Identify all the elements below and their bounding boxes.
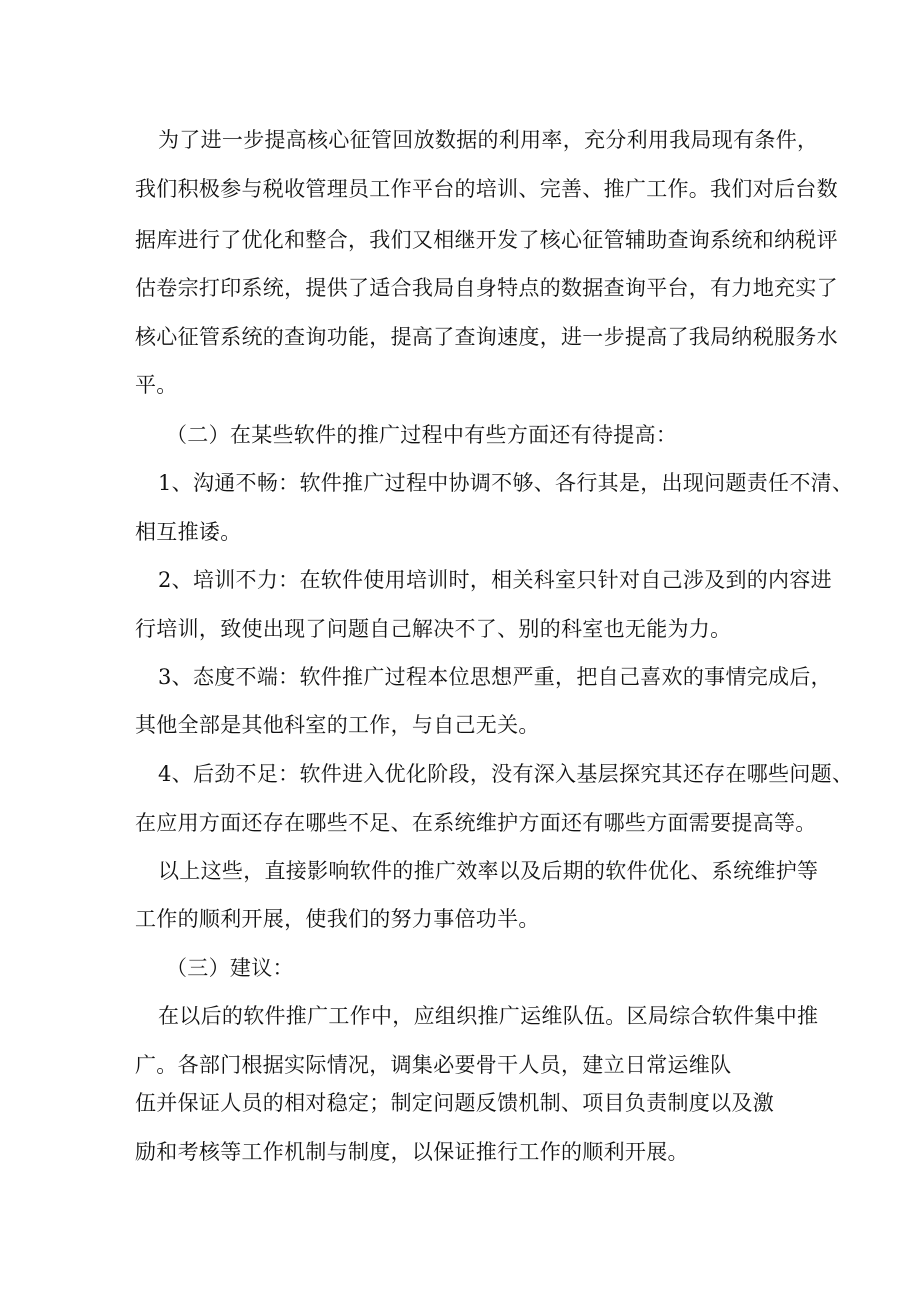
item-4-line-1: 4、后劲不足：软件进入优化阶段，没有深入基层探究其还存在哪些问题、: [158, 762, 854, 786]
suggestion-line-2: 广。各部门根据实际情况，调集必要骨干人员，建立日常运维队: [135, 1053, 732, 1077]
item-2-line-1: 2、培训不力：在软件使用培训时，相关科室只针对自己涉及到的内容进: [158, 568, 832, 592]
paragraph-line-6: 平。: [135, 373, 178, 397]
section-heading-3: （三）建议：: [166, 956, 294, 980]
summary-line-2: 工作的顺利开展，使我们的努力事倍功半。: [135, 907, 540, 931]
paragraph-line-5: 核心征管系统的查询功能，提高了查询速度，进一步提高了我局纳税服务水: [135, 325, 838, 349]
paragraph-line-2: 我们积极参与税收管理员工作平台的培训、完善、推广工作。我们对后台数: [135, 177, 838, 201]
paragraph-line-3: 据库进行了优化和整合，我们又相继开发了核心征管辅助查询系统和纳税评: [135, 228, 838, 252]
item-3-line-1: 3、态度不端：软件推广过程本位思想严重，把自己喜欢的事情完成后，: [158, 665, 832, 689]
section-heading-2: （二）在某些软件的推广过程中有些方面还有待提高：: [166, 423, 678, 447]
item-1-line-2: 相互推诿。: [135, 520, 242, 544]
paragraph-line-1: 为了进一步提高核心征管回放数据的利用率，充分利用我局现有条件，: [158, 128, 819, 152]
item-3-line-2: 其他全部是其他科室的工作，与自己无关。: [135, 713, 540, 737]
suggestion-line-4: 励和考核等工作机制与制度，以保证推行工作的顺利开展。: [135, 1140, 689, 1164]
paragraph-line-4: 估卷宗打印系统，提供了适合我局自身特点的数据查询平台，有力地充实了: [135, 276, 838, 300]
suggestion-line-3: 伍并保证人员的相对稳定；制定问题反馈机制、项目负责制度以及激: [135, 1091, 774, 1115]
suggestion-line-1: 在以后的软件推广工作中，应组织推广运维队伍。区局综合软件集中推: [158, 1004, 819, 1028]
item-2-line-2: 行培训，致使出现了问题自己解决不了、别的科室也无能为力。: [135, 617, 732, 641]
item-4-line-2: 在应用方面还存在哪些不足、在系统维护方面还有哪些方面需要提高等。: [135, 811, 817, 835]
item-1-line-1: 1、沟通不畅：软件推广过程中协调不够、各行其是，出现问题责任不清、: [158, 471, 854, 495]
summary-line-1: 以上这些，直接影响软件的推广效率以及后期的软件优化、系统维护等: [158, 859, 819, 883]
